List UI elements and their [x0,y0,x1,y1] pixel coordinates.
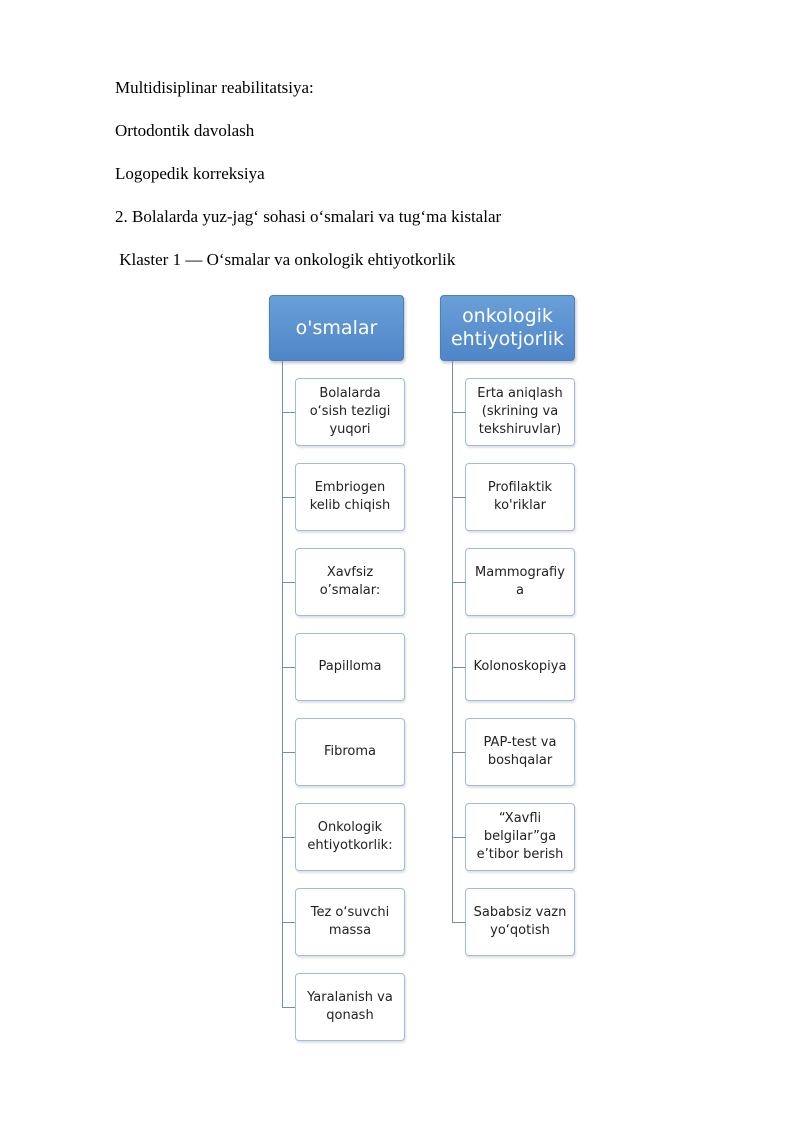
left-connector [282,752,295,753]
right-item: Kolonoskopiya [465,633,575,701]
left-item: Embriogen kelib chiqish [295,463,405,531]
left-connector [282,922,295,923]
left-connector [282,582,295,583]
section-heading: 2. Bolalarda yuz-jag‘ sohasi o‘smalari va tug‘ma kistalar [115,207,502,226]
connector-right-trunk [452,361,453,923]
right-connector [452,412,465,413]
connector-left-trunk [282,361,283,1008]
left-connector [282,837,295,838]
right-connector [452,497,465,498]
left-item: Papilloma [295,633,405,701]
right-connector [452,752,465,753]
paragraph-multidisciplinary: Multidisiplinar reabilitatsiya: [115,78,314,97]
left-item: Bolalarda o‘sish tezligi yuqori [295,378,405,446]
right-connector [452,837,465,838]
left-connector [282,497,295,498]
right-connector [452,582,465,583]
left-item: Onkologik ehtiyotkorlik: [295,803,405,871]
right-connector [452,922,465,923]
cluster-heading: Klaster 1 — O‘smalar va onkologik ehtiyotkorlik [115,250,456,269]
diagram-header-tumors: o'smalar [269,295,404,361]
right-connector [452,667,465,668]
left-connector [282,667,295,668]
right-item: PAP-test va boshqalar [465,718,575,786]
right-item: “Xavfli belgilar”ga e’tibor berish [465,803,575,871]
diagram-header-oncology: onkologik ehtiyotjorlik [440,295,575,361]
left-item: Yaralanish va qonash [295,973,405,1041]
right-item: Erta aniqlash (skrining va tekshiruvlar) [465,378,575,446]
paragraph-speech-therapy: Logopedik korreksiya [115,164,265,183]
left-item: Fibroma [295,718,405,786]
left-item: Tez o‘suvchi massa [295,888,405,956]
left-connector [282,412,295,413]
right-item: Sababsiz vazn yo‘qotish [465,888,575,956]
left-item: Xavfsiz o’smalar: [295,548,405,616]
left-connector [282,1007,295,1008]
right-item: Mammografiy a [465,548,575,616]
right-item: Profilaktik ko'riklar [465,463,575,531]
paragraph-orthodontic: Ortodontik davolash [115,121,255,140]
